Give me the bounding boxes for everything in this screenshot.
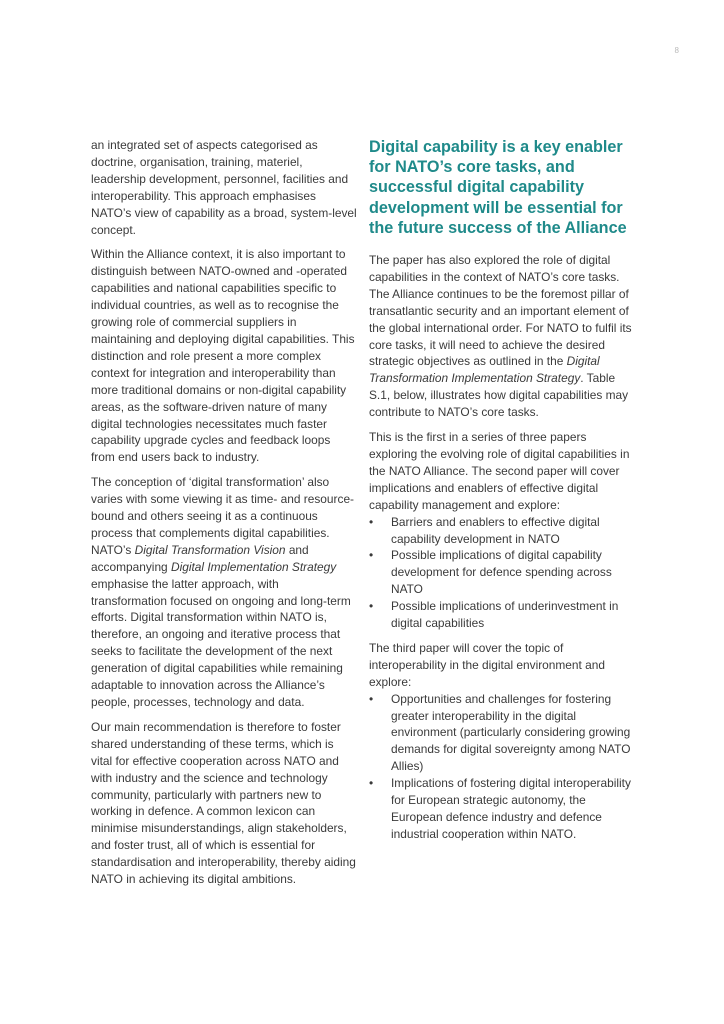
italic-title: Digital Implementation Strategy <box>170 559 337 574</box>
left-paragraph-2: Within the Alliance context, it is also important to distinguish between NATO-owned and -operated capabilities and national capabilities specific to individual countries, as well as to recognise the growing role of commercial suppliers in maintaining and deploying digital capabilities. This distinction and role present a more complex context for integration and interoperability than more traditional domains or non-digital capability areas, as the software-driven nature of many digital technologies necessitates much faster capability upgrade cycles and feedback loops from end users back to industry. <box>91 247 355 465</box>
right-paragraph-1 <box>369 252 637 421</box>
left-paragraph-1: an integrated set of aspects categorised as doctrine, organisation, training, materiel, leadership development, personnel, facilities and interoperability. This approach emphasises NATO’s view of capability as a broad, system-level concept. <box>91 138 357 237</box>
list-item: • Implications of fostering digital interoperability for European strategic autonomy, the European defence industry and defence industrial cooperation within NATO. <box>369 775 637 843</box>
text-run: The paper has also explored the role of digital capabilities in the context of NATO’s core tasks. The Alliance continues to be the foremost pillar of transatlantic security and an important element of the global international order. For NATO to fulfil its core tasks, it will need to achieve the desired strategic objectives as outlined in the <box>369 253 632 369</box>
left-column <box>91 137 357 896</box>
text-run: The conception of ‘digital transformation’ also varies with some viewing it as time- and resource-bound and others seeing it as a continuous process that complements digital capabilities. NATO’s <box>91 475 355 557</box>
text-run: . Table S.1, below, illustrates how digital capabilities may contribute to NATO’s core tasks. <box>369 371 629 420</box>
list-item: • Opportunities and challenges for fostering greater interoperability in the digital environment (particularly considering growing demands for digital sovereignty among NATO Allies) <box>369 691 637 776</box>
list-item: • Possible implications of digital capability development for defence spending across NATO <box>369 547 637 598</box>
italic-title: Digital Transformation Vision <box>134 542 286 557</box>
left-paragraph-4: Our main recommendation is therefore to foster shared understanding of these terms, which is vital for effective cooperation across NATO and with industry and the science and technology community, particularly with partners new to working in defence. A common lexicon can minimise misunderstandings, align stakeholders, and foster trust, all of which is essential for standardisation and interoperability, thereby aiding NATO in achieving its digital ambitions. <box>91 719 356 887</box>
italic-title: Digital Transformation Implementation Strategy <box>369 354 600 386</box>
right-column <box>369 137 637 851</box>
text-run: emphasise the latter approach, with transformation focused on ongoing and long-term efforts. Digital transformation within NATO is, therefore, an ongoing and iterative process that seeks to facilitate the development of the next generation of digital capabilities while remaining adaptable to innovation across the Alliance’s people, processes, technology and data. <box>91 576 351 709</box>
section-heading: Digital capability is a key enabler for NATO’s core tasks, and successful digital capability development will be essential for the future success of the Alliance <box>369 138 627 237</box>
right-paragraph-2: This is the first in a series of three papers exploring the evolving role of digital capabilities in the NATO Alliance. The second paper will cover implications and enablers of effective digital capability management and explore: <box>369 430 630 512</box>
page-number: 8 <box>674 46 679 55</box>
left-paragraph-3 <box>91 474 357 711</box>
bullet-list-second-paper <box>369 514 637 632</box>
bullet-list-third-paper <box>369 691 637 843</box>
list-item: • Barriers and enablers to effective digital capability development in NATO <box>369 514 637 548</box>
text-run: and accompanying <box>91 542 309 574</box>
list-item: • Possible implications of underinvestment in digital capabilities <box>369 598 637 632</box>
right-paragraph-3: The third paper will cover the topic of interoperability in the digital environment and explore: <box>369 640 605 689</box>
